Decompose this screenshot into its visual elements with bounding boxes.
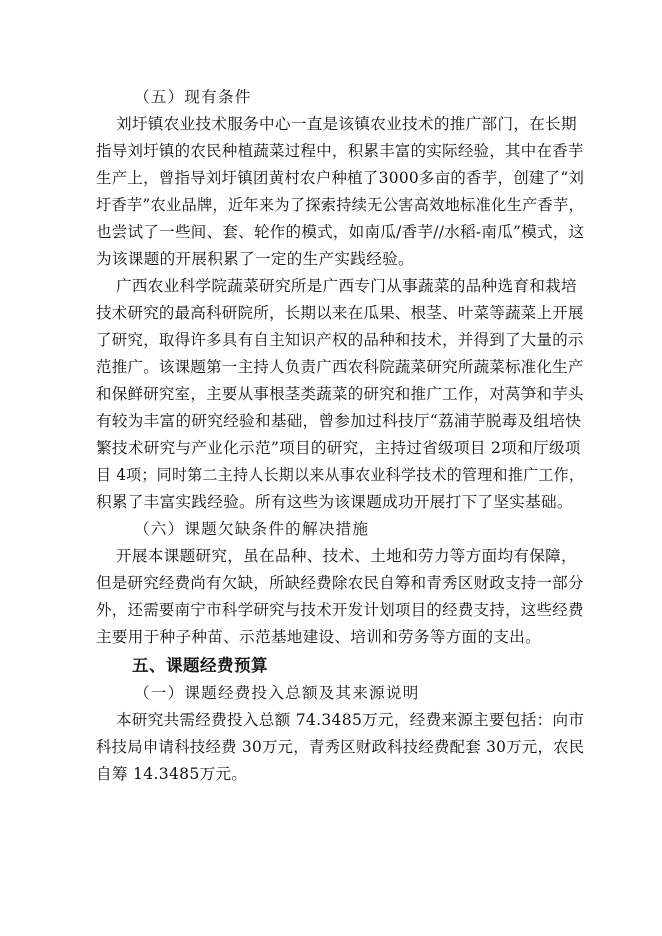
paragraph-line: 繁技术研究与产业化示范”项目的研究，主持过省级项目 2项和厅级项 <box>96 439 581 457</box>
paragraph-line: 目 4项；同时第二主持人长期以来从事农业科学技术的管理和推广工作， <box>96 466 585 484</box>
paragraph-line: 和保鲜研究室，主要从事根茎类蔬菜的研究和推广工作，对莴笋和芋头 <box>96 385 584 403</box>
paragraph-line: 技术研究的最高科研院所，长期以来在瓜果、根茎、叶菜等蔬菜上开展 <box>96 304 584 322</box>
paragraph-line: 范推广。该课题第一主持人负责广西农科院蔬菜研究所蔬菜标准化生产 <box>96 358 584 376</box>
paragraph-line: 但是研究经费尚有欠缺，所缺经费除农民自筹和青秀区财政支持一部分 <box>96 574 584 592</box>
paragraph-line: 本研究共需经费投入总额 74.3485万元，经费来源主要包括：向市 <box>116 711 585 729</box>
paragraph-line: 为该课题的开展积累了一定的生产实践经验。 <box>96 250 414 268</box>
paragraph-line: 自筹 14.3485万元。 <box>96 765 248 783</box>
paragraph-line: 积累了丰富实践经验。所有这些为该课题成功开展打下了坚实基础。 <box>96 493 573 511</box>
chapter-heading-budget: 五、课题经费预算 <box>132 656 268 675</box>
paragraph-line: 也尝试了一些间、套、轮作的模式，如南瓜/香芋//水稻-南瓜”模式，这 <box>96 223 585 241</box>
paragraph-line: 了研究，取得许多具有自主知识产权的品种和技术，并得到了大量的示 <box>96 331 584 349</box>
paragraph-line: 有较为丰富的研究经验和基础，曾参加过科技厅“荔浦芋脱毒及组培快 <box>96 412 582 430</box>
paragraph-line: 生产上，曾指导刘圩镇团黄村农户种植了3000多亩的香芋，创建了“刘 <box>96 169 585 187</box>
paragraph-line: 外，还需要南宁市科学研究与技术开发计划项目的经费支持，这些经费 <box>96 601 584 619</box>
paragraph-line: 开展本课题研究，虽在品种、技术、土地和劳力等方面均有保障， <box>116 547 577 565</box>
paragraph-line: 指导刘圩镇的农民种植蔬菜过程中，积累丰富的实际经验，其中在香芋 <box>96 142 584 160</box>
paragraph-line: 刘圩镇农业技术服务中心一直是该镇农业技术的推广部门，在长期 <box>116 115 577 133</box>
section-heading-budget-total: （一）课题经费投入总额及其来源说明 <box>134 684 420 702</box>
paragraph-line: 圩香芋”农业品牌，近年来为了探索持续无公害高效地标准化生产香芋， <box>96 196 585 214</box>
section-heading-deficiency-measures: （六）课题欠缺条件的解决措施 <box>134 520 370 538</box>
paragraph-line: 主要用于种子种苗、示范基地建设、培训和劳务等方面的支出。 <box>96 628 542 646</box>
section-heading-existing-conditions: （五）现有条件 <box>134 88 252 106</box>
paragraph-line: 广西农业科学院蔬菜研究所是广西专门从事蔬菜的品种选育和栽培 <box>116 277 577 295</box>
paragraph-line: 科技局申请科技经费 30万元，青秀区财政科技经费配套 30万元，农民 <box>96 738 585 756</box>
